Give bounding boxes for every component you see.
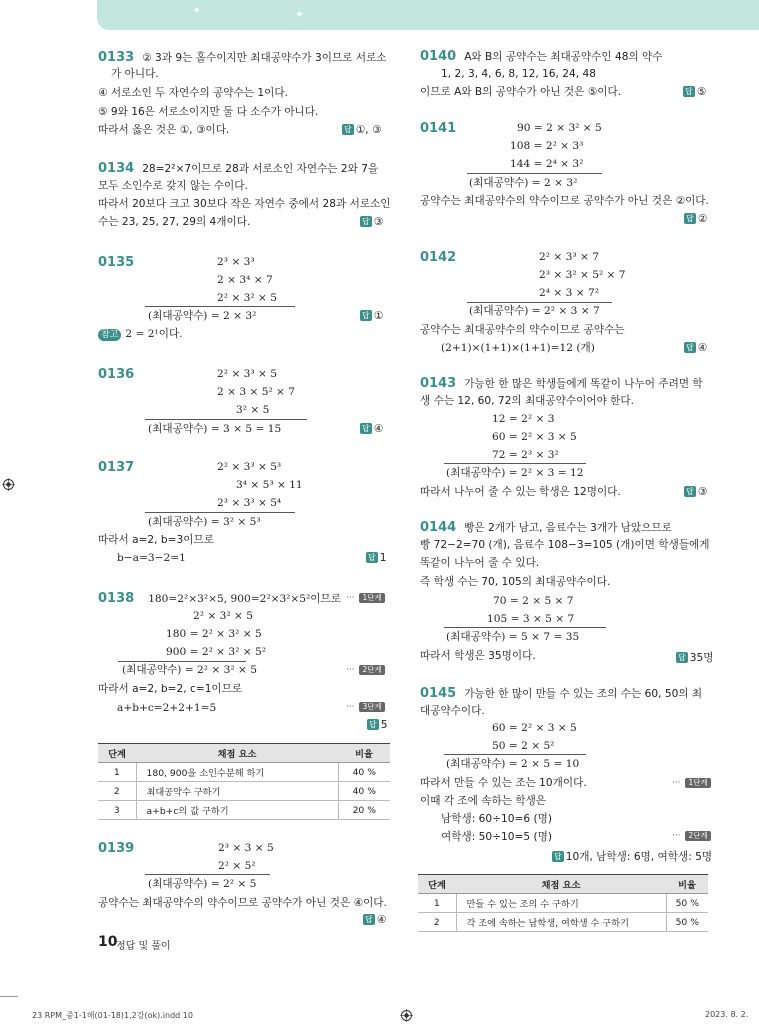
text: (2+1)×(1+1)×(1+1)=12 (개) xyxy=(441,342,595,354)
gcd-result: (최대공약수) = 2 × 3² xyxy=(469,177,578,189)
answer-mark: 답 xyxy=(686,487,694,496)
gcd-result: (최대공약수) = 3² × 5³ xyxy=(148,516,261,528)
answer-mark: 답 xyxy=(362,311,370,320)
text: 여학생: 50÷10=5 (명) xyxy=(441,831,552,843)
answer xyxy=(367,719,387,731)
factor-row: 90 = 2 × 3² × 5 xyxy=(517,122,602,134)
text: 이므로 A와 B의 공약수가 아닌 것은 ⑤이다. xyxy=(420,86,622,98)
text: 즉 학생 수는 70, 105의 최대공약수이다. xyxy=(420,576,611,588)
table-header: 비율 xyxy=(338,744,390,763)
answer xyxy=(366,552,386,564)
answer xyxy=(684,486,707,498)
factor-row: 2 × 3⁴ × 7 xyxy=(217,274,273,286)
text: 남학생: 60÷10=6 (명) xyxy=(441,813,552,825)
answer-value: ③ xyxy=(697,486,708,498)
cell: 180, 900을 소인수분해 하기 xyxy=(136,763,338,782)
divider xyxy=(467,302,612,303)
table-header: 채점 요소 xyxy=(456,875,666,894)
cell: 40 % xyxy=(338,782,390,801)
cell: 3 xyxy=(98,801,136,820)
answer xyxy=(360,216,383,228)
divider xyxy=(444,463,586,464)
text: 따라서 만들 수 있는 조는 10개이다. xyxy=(420,777,587,789)
text: 공약수는 최대공약수의 약수이므로 공약수가 아닌 것은 ④이다. xyxy=(98,897,387,909)
answer xyxy=(363,914,386,926)
table-header: 단계 xyxy=(418,875,456,894)
page-label: 정답 및 풀이 xyxy=(116,941,171,952)
sparkle-icon: ✦ xyxy=(192,4,202,17)
answer-value: ④ xyxy=(373,423,384,435)
answer-value: 1 xyxy=(379,552,387,564)
factor-row: 180 = 2² × 3² × 5 xyxy=(166,628,262,640)
problem-number: 0138 xyxy=(98,591,135,606)
divider xyxy=(118,661,246,662)
gcd-result: (최대공약수) = 2 × 3² xyxy=(148,310,257,322)
sparkle-icon: ✦ xyxy=(295,8,305,21)
text: 이때 각 조에 속하는 학생은 xyxy=(420,795,547,807)
answer-value: ④ xyxy=(376,914,387,926)
text: ② 3과 9는 홀수이지만 최대공약수가 3이므로 서로소 xyxy=(142,52,387,64)
factor-row: 70 = 2 × 5 × 7 xyxy=(493,595,574,607)
step-marker: ··· 3단계 xyxy=(346,702,385,712)
table-row xyxy=(98,763,390,782)
text: 수는 23, 25, 27, 29의 4개이다. xyxy=(98,216,251,228)
answer-mark: 답 xyxy=(686,214,694,223)
problem-0133-line xyxy=(98,51,387,65)
divider xyxy=(145,512,295,513)
table-header: 단계 xyxy=(98,744,136,763)
text: 따라서 옳은 것은 ①, ③이다. xyxy=(98,124,230,136)
problem-0134-line xyxy=(98,162,378,176)
step-label: 1단계 xyxy=(685,778,710,788)
problem-number: 0144 xyxy=(420,520,457,535)
answer-mark: 답 xyxy=(554,852,562,861)
problem-number: 0141 xyxy=(420,121,457,136)
answer xyxy=(360,310,383,322)
factor-row: 2² × 3² × 5 xyxy=(217,292,277,304)
cell: 2 xyxy=(418,913,456,932)
cell: 2 xyxy=(98,782,136,801)
text: 모두 소인수로 갖지 않는 수이다. xyxy=(98,180,248,192)
step-marker: ··· 2단계 xyxy=(346,665,385,675)
answer-value: 35명 xyxy=(689,652,714,664)
factor-row: 2² × 3³ × 5 xyxy=(217,368,277,380)
text: a+b+c=2+2+1=5 xyxy=(117,702,217,714)
answer-mark: 답 xyxy=(368,553,376,562)
answer-mark: 답 xyxy=(369,720,377,729)
gcd-result: (최대공약수) = 5 × 7 = 35 xyxy=(446,631,580,643)
text: 가 아니다. xyxy=(111,68,159,80)
text: 공약수는 최대공약수의 약수이므로 공약수가 아닌 것은 ②이다. xyxy=(420,195,709,207)
answer xyxy=(552,849,712,864)
answer-value: ① xyxy=(373,310,384,322)
text: 가능한 한 많은 학생들에게 똑같이 나누어 주려면 학 xyxy=(464,378,703,390)
problem-number: 0136 xyxy=(98,367,135,382)
grading-table xyxy=(418,874,708,932)
cell: 각 조에 속하는 남학생, 여학생 수 구하기 xyxy=(456,913,666,932)
factor-row: 2⁴ × 3 × 7² xyxy=(539,287,599,299)
factor-row: 2³ × 3 × 5 xyxy=(218,842,274,854)
page-number: 10 xyxy=(98,934,118,950)
cell: 50 % xyxy=(666,913,708,932)
answer xyxy=(684,213,707,225)
step-label: 3단계 xyxy=(359,702,384,712)
answer-value: 5 xyxy=(380,719,388,731)
text: 따라서 a=2, b=3이므로 xyxy=(98,534,214,546)
answer xyxy=(683,86,706,98)
factor-row: 12 = 2² × 3 xyxy=(492,413,555,425)
divider xyxy=(467,173,602,174)
problem-number: 0135 xyxy=(98,255,135,270)
text: 가능한 한 많이 만들 수 있는 조의 수는 60, 50의 최 xyxy=(464,688,703,700)
table-row xyxy=(98,801,390,820)
table-row xyxy=(418,894,708,913)
answer xyxy=(360,423,383,435)
text: ④ 서로소인 두 자연수의 공약수는 1이다. xyxy=(98,87,288,99)
factor-row: 2² × 5² xyxy=(218,860,256,872)
problem-number: 0140 xyxy=(420,49,457,64)
divider xyxy=(145,306,295,307)
factor-row: 2³ × 3³ × 5⁴ xyxy=(217,497,282,509)
factor-row: 3⁴ × 5³ × 11 xyxy=(236,479,303,491)
text: 따라서 20보다 크고 30보다 작은 자연수 중에서 28과 서로소인 xyxy=(98,198,391,210)
divider xyxy=(444,754,586,755)
file-slug: 23 RPM_중1-1해(01-18)1,2강(ok).indd 10 xyxy=(32,1011,193,1020)
factor-row: 60 = 2² × 3 × 5 xyxy=(492,722,577,734)
factor-row: 72 = 2³ × 3² xyxy=(492,449,559,461)
step-marker: ··· 1단계 xyxy=(346,593,385,603)
text: 빵 72−2=70 (개), 음료수 108−3=105 (개)이면 학생들에게 xyxy=(420,539,710,551)
factor-row: 2² × 3² × 5 xyxy=(193,610,253,622)
answer-value: ⑤ xyxy=(696,86,707,98)
text: 28=2²×7이므로 28과 서로소인 자연수는 2와 7을 xyxy=(142,163,379,175)
text: b−a=3−2=1 xyxy=(117,552,186,564)
note xyxy=(98,328,183,341)
factor-row: 108 = 2² × 3³ xyxy=(510,140,584,152)
cell: 20 % xyxy=(338,801,390,820)
answer-mark: 답 xyxy=(686,343,694,352)
factor-row: 144 = 2⁴ × 3² xyxy=(510,158,584,170)
registration-mark-icon xyxy=(2,478,15,491)
text: 대공약수이다. xyxy=(420,705,485,717)
answer-mark: 답 xyxy=(362,424,370,433)
table-row xyxy=(418,913,708,932)
problem-number: 0142 xyxy=(420,250,457,265)
problem-number: 0145 xyxy=(420,686,457,701)
factor-row: 2² × 3³ × 5³ xyxy=(217,461,282,473)
factor-row: 3² × 5 xyxy=(236,404,270,416)
text: 180=2²×3²×5, 900=2²×3²×5²이므로 xyxy=(148,593,341,605)
text: A와 B의 공약수는 최대공약수인 48의 약수 xyxy=(464,51,663,63)
answer xyxy=(676,650,713,665)
factor-row: 900 = 2² × 3² × 5² xyxy=(166,646,267,658)
cell: 50 % xyxy=(666,894,708,913)
grading-table xyxy=(98,743,390,820)
text: 공약수는 최대공약수의 약수이므로 공약수는 xyxy=(420,324,625,336)
header-banner xyxy=(97,0,759,30)
factor-row: 2² × 3³ × 7 xyxy=(539,251,599,263)
step-label: 2단계 xyxy=(359,665,384,675)
answer xyxy=(684,342,707,354)
answer-value: ② xyxy=(697,213,708,225)
step-marker: ··· 2단계 xyxy=(672,831,711,841)
cell: 1 xyxy=(418,894,456,913)
note-text: 2 = 2¹이다. xyxy=(125,328,183,340)
factor-row: 2³ × 3² × 5² × 7 xyxy=(539,269,626,281)
gcd-result: (최대공약수) = 3 × 5 = 15 xyxy=(148,423,282,435)
answer-value: ①, ③ xyxy=(355,124,382,136)
text: 1, 2, 3, 4, 6, 8, 12, 16, 24, 48 xyxy=(441,68,596,80)
gcd-result: (최대공약수) = 2 × 5 = 10 xyxy=(446,758,580,770)
factor-row: 2 × 3 × 5² × 7 xyxy=(217,386,296,398)
step-label: 1단계 xyxy=(359,593,384,603)
factor-row: 60 = 2² × 3 × 5 xyxy=(492,431,577,443)
divider xyxy=(145,419,307,420)
text: 똑같이 나누어 줄 수 있다. xyxy=(420,557,540,569)
factor-row: 50 = 2 × 5² xyxy=(492,740,555,752)
print-date: 2023. 8. 2. xyxy=(705,1010,749,1019)
registration-mark-icon xyxy=(400,1009,413,1022)
table-row xyxy=(98,782,390,801)
answer-mark: 답 xyxy=(365,915,373,924)
table-header: 채점 요소 xyxy=(136,744,338,763)
step-marker: ··· 1단계 xyxy=(672,778,711,788)
answer-mark: 답 xyxy=(362,217,370,226)
cell: 최대공약수 구하기 xyxy=(136,782,338,801)
note-label: 참고 xyxy=(98,329,121,341)
cell: a+b+c의 값 구하기 xyxy=(136,801,338,820)
divider xyxy=(145,874,270,875)
answer-value: ④ xyxy=(697,342,708,354)
answer-mark: 답 xyxy=(678,653,686,662)
gcd-result: (최대공약수) = 2² × 5 xyxy=(148,878,257,890)
problem-number: 0134 xyxy=(98,161,135,176)
answer-mark: 답 xyxy=(685,87,693,96)
gcd-result: (최대공약수) = 2² × 3 = 12 xyxy=(446,467,584,479)
problem-number: 0133 xyxy=(98,50,135,65)
cell: 1 xyxy=(98,763,136,782)
text: 따라서 학생은 35명이다. xyxy=(420,650,536,662)
text: 생 수는 12, 60, 72의 최대공약수이어야 한다. xyxy=(420,395,635,407)
cell: 만들 수 있는 조의 수 구하기 xyxy=(456,894,666,913)
answer-value: 10개, 남학생: 6명, 여학생: 5명 xyxy=(565,851,713,863)
cell: 40 % xyxy=(338,763,390,782)
problem-number: 0137 xyxy=(98,460,135,475)
text: ⑤ 9와 16은 서로소이지만 둘 다 소수가 아니다. xyxy=(98,106,319,118)
factor-row: 2³ × 3³ xyxy=(217,256,255,268)
gcd-result: (최대공약수) = 2² × 3 × 7 xyxy=(469,305,600,317)
table-header: 비율 xyxy=(666,875,708,894)
text: 따라서 a=2, b=2, c=1이므로 xyxy=(98,683,243,695)
problem-number: 0143 xyxy=(420,376,457,391)
answer xyxy=(342,124,381,136)
text: 따라서 나누어 줄 수 있는 학생은 12명이다. xyxy=(420,486,621,498)
answer-value: ③ xyxy=(373,216,384,228)
factor-row: 105 = 3 × 5 × 7 xyxy=(487,613,575,625)
problem-number: 0139 xyxy=(98,841,135,856)
divider xyxy=(444,627,606,628)
answer-mark: 답 xyxy=(344,125,352,134)
gcd-result: (최대공약수) = 2² × 3² × 5 xyxy=(122,664,257,676)
text: 빵은 2개가 남고, 음료수는 3개가 남았으므로 xyxy=(464,522,672,534)
step-label: 2단계 xyxy=(685,831,710,841)
crop-mark xyxy=(0,996,18,997)
